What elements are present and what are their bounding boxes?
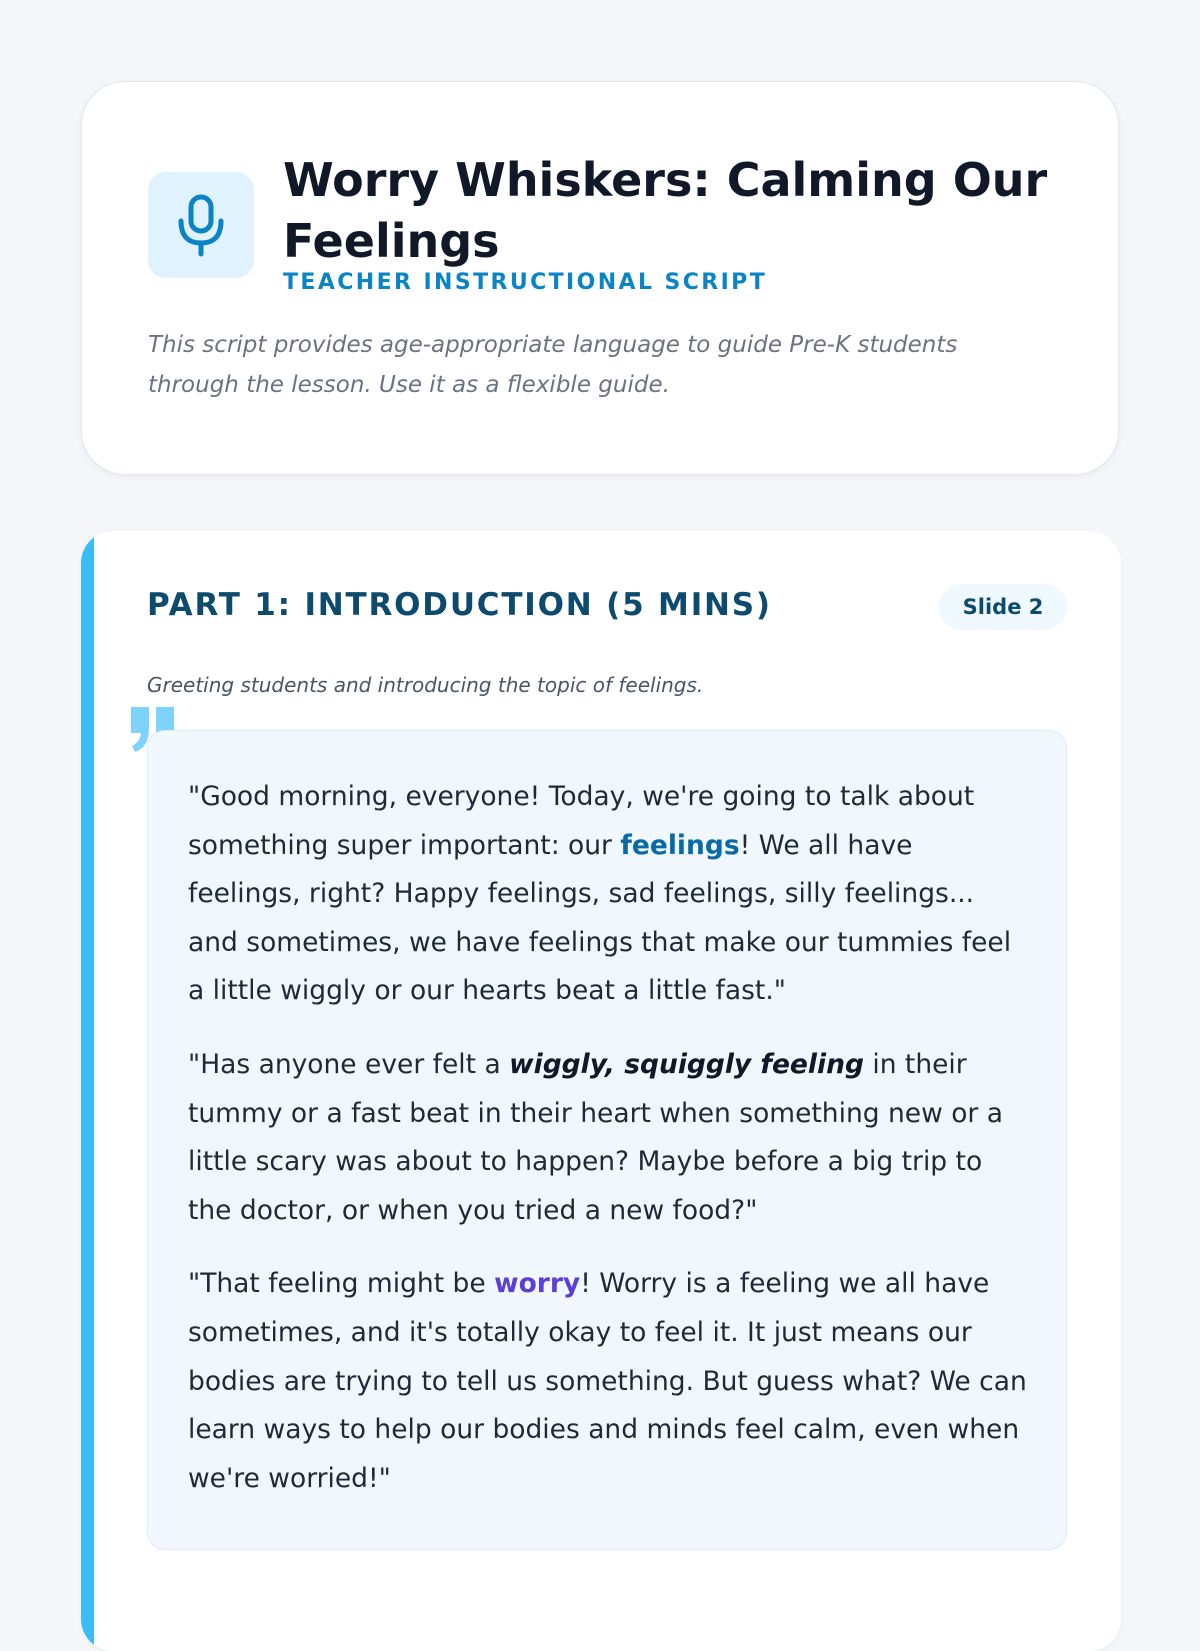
header-card	[81, 81, 1119, 475]
section-card	[81, 531, 1121, 1651]
page-subtitle: TEACHER INSTRUCTIONAL SCRIPT	[283, 270, 768, 295]
script-paragraph: "Has anyone ever felt a wiggly, squiggly feeling in their tummy or a fast beat in their heart when something new or a little scary was about to happen? Maybe before a big trip to the doctor, or when you tried a new food?"	[188, 1048, 1003, 1226]
script-paragraph: "Good morning, everyone! Today, we're going to talk about something super important: our feelings! We all have feelings, right? Happy feelings, sad feelings, silly feelings... and sometimes, we have feelings that make our tummies feel a little wiggly or our hearts beat a little fast."	[188, 781, 1012, 1007]
script-paragraph: "That feeling might be worry! Worry is a feeling we all have sometimes, and it's totally okay to feel it. It just means our bodies are trying to tell us something. But guess what? We can learn ways to help our bodies and minds feel calm, even when we're worried!"	[188, 1268, 1027, 1494]
microphone-icon	[174, 193, 228, 257]
keyword-worry: worry	[494, 1268, 581, 1300]
page-title: Worry Whiskers: Calming Our Feelings	[283, 153, 1048, 268]
script-description: This script provides age-appropriate language to guide Pre-K students through the lesson. Use it as a flexible guide.	[148, 332, 958, 398]
slide-badge: Slide 2	[939, 584, 1067, 630]
script-quote-box	[147, 730, 1067, 1550]
section-description: Greeting students and introducing the topic of feelings.	[147, 673, 704, 697]
keyword-wiggly-feeling: wiggly, squiggly feeling	[509, 1048, 864, 1080]
section-title: PART 1: INTRODUCTION (5 MINS)	[147, 587, 772, 623]
accent-bar	[81, 531, 94, 1651]
keyword-feelings: feelings	[620, 829, 740, 861]
microphone-tile	[148, 172, 254, 278]
